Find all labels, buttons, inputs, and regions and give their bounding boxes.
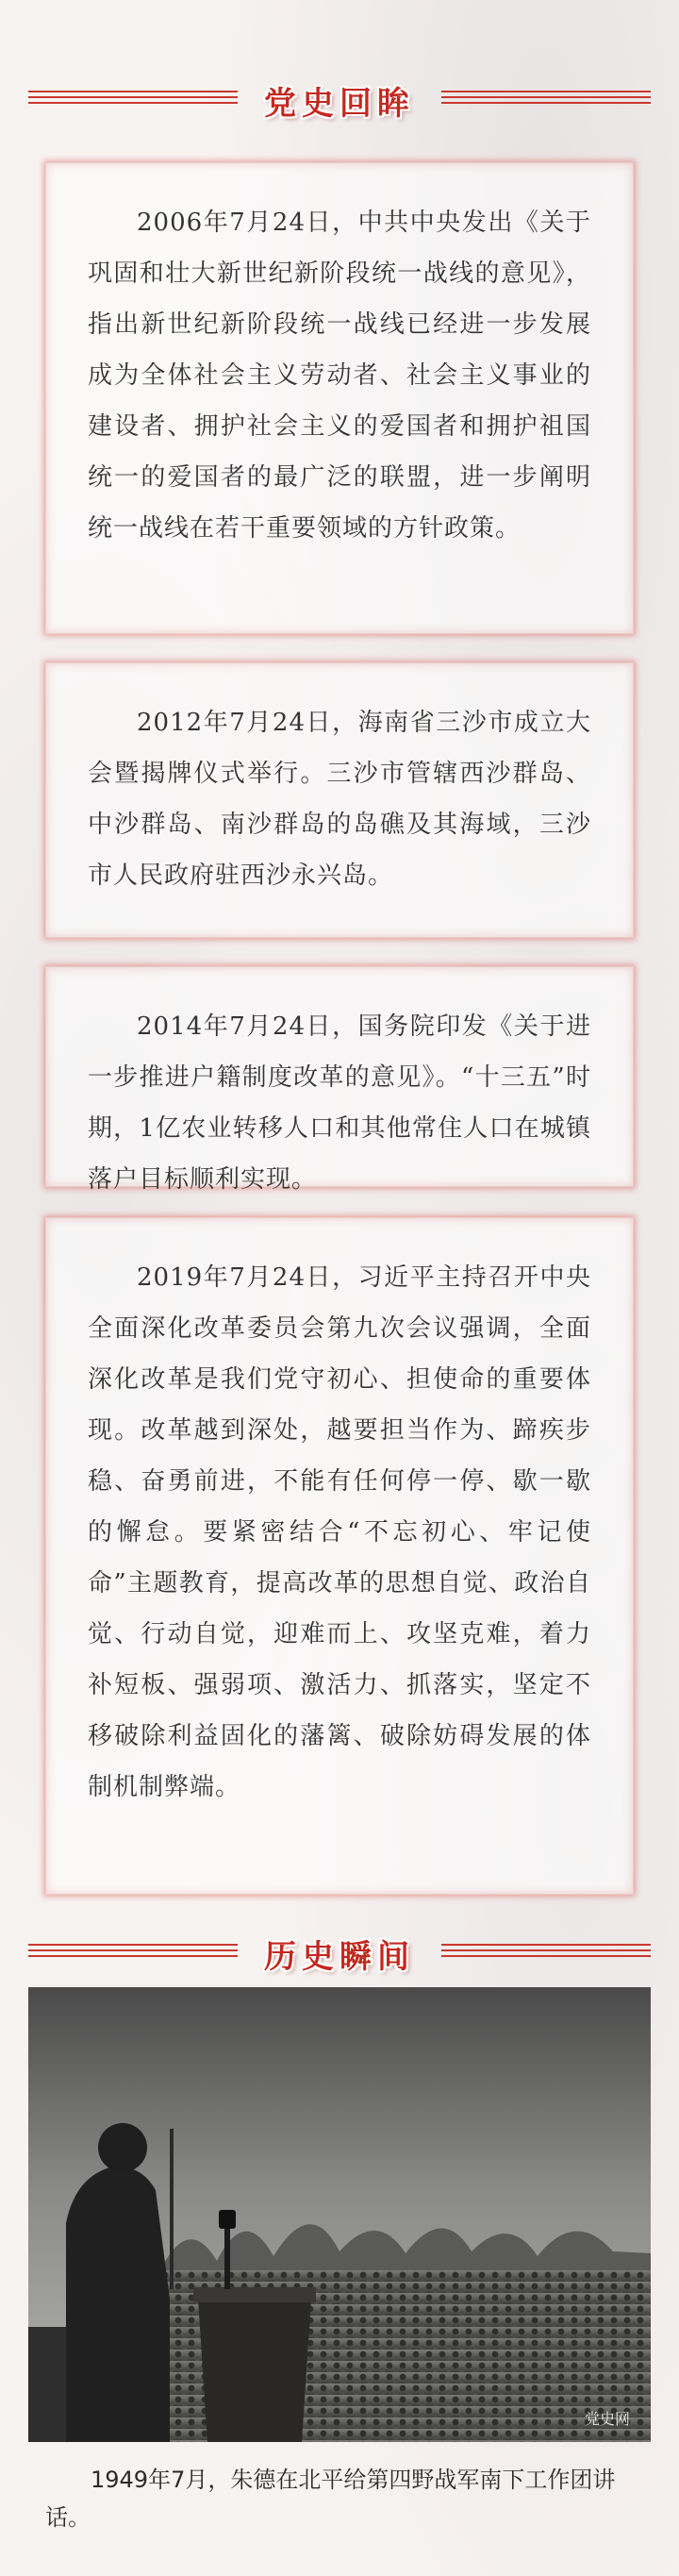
watermark-label: 党史网 [584,2410,630,2428]
history-card-2006 [45,162,634,634]
history-card-2012 [45,662,634,938]
photo-caption: 1949年7月，朱德在北平给第四野战军南下工作团讲话。 [45,2467,616,2531]
section-header-party-history [0,72,679,128]
historical-photo [28,1987,651,2442]
header-stripes-right [441,91,651,106]
history-card-text: 2019年7月24日，习近平主持召开中央全面深化改革委员会第九次会议强调，全面深化改革是我们党守初心、担使命的重要体现。改革越到深处，越要担当作为、蹄疾步稳、奋勇前进，不能有任何停一停、歇一歇的懈怠。要紧密结合“不忘初心、牢记使命”主题教育，提高改革的思想自觉、政治自觉、行动自觉，迎难而上、攻坚克难，着力补短板、强弱项、激活力、抓落实，坚定不移破除利益固化的藩篱、破除妨碍发展的体制机制弊端。 [88,1263,591,1801]
history-card-text: 2012年7月24日，海南省三沙市成立大会暨揭牌仪式举行。三沙市管辖西沙群岛、中沙群岛、南沙群岛的岛礁及其海域，三沙市人民政府驻西沙永兴岛。 [88,709,591,890]
history-card-text: 2014年7月24日，国务院印发《关于进一步推进户籍制度改革的意见》。“十三五”时期，1亿农业转移人口和其他常住人口在城镇落户目标顺利实现。 [88,1012,591,1194]
photo-illustration [28,1987,651,2442]
history-card-2019 [45,1217,634,1895]
section-title: 党史回眸 [264,85,415,123]
header-stripes-left [28,91,238,106]
history-card-2014 [45,966,634,1194]
header-stripes-right [441,1944,651,1959]
section-header-history-moment [0,1925,679,1982]
header-stripes-left [28,1944,238,1959]
section-title: 历史瞬间 [264,1938,415,1976]
history-card-text: 2006年7月24日，中共中央发出《关于巩固和壮大新世纪新阶段统一战线的意见》，指出新世纪新阶段统一战线已经进一步发展成为全体社会主义劳动者、社会主义事业的建设者、拥护社会主义的爱国者和拥护祖国统一的爱国者的最广泛的联盟，进一步阐明统一战线在若干重要领域的方针政策。 [88,209,591,543]
